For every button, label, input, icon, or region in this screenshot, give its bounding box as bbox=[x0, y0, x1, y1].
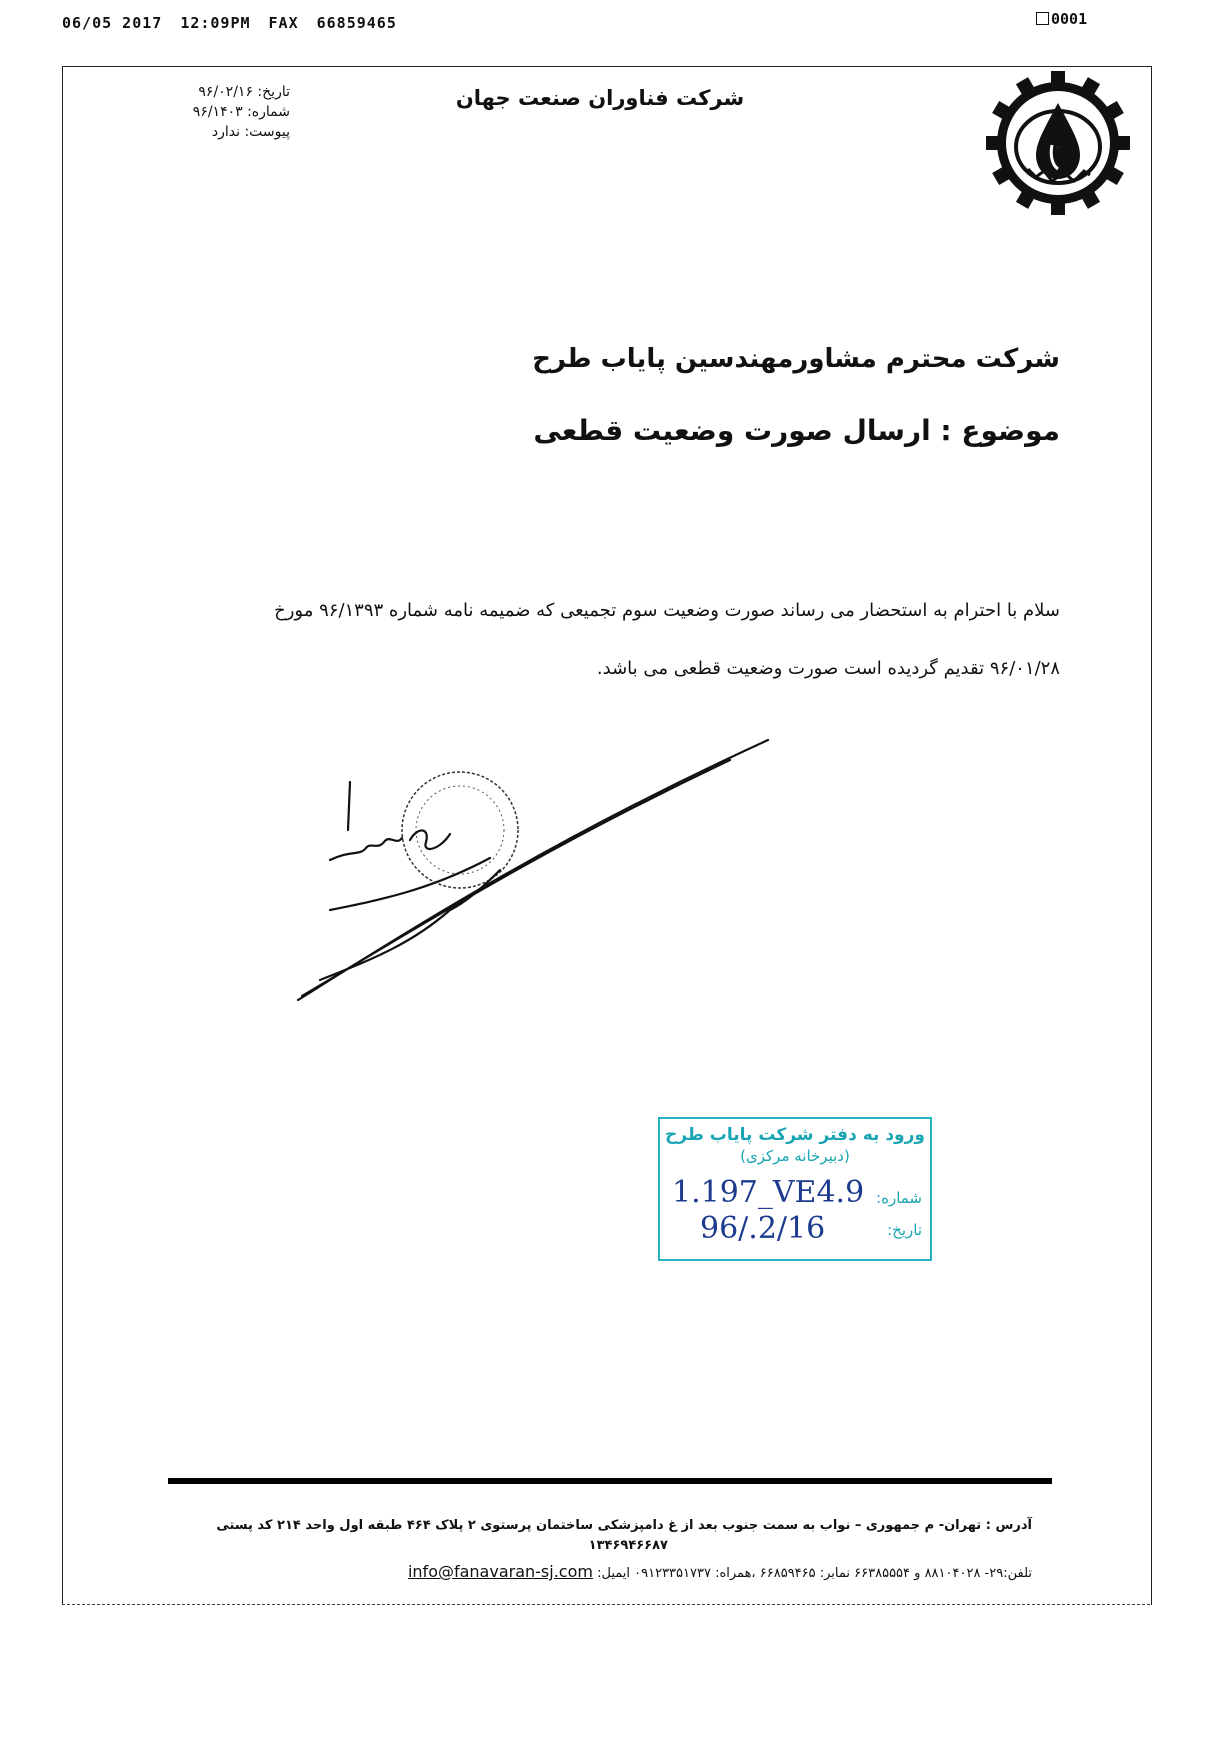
meta-attachment-label: پیوست: bbox=[244, 124, 290, 140]
checkbox-icon bbox=[1036, 12, 1049, 25]
frame-bottom-border bbox=[62, 1604, 1150, 1605]
reception-stamp bbox=[658, 1117, 932, 1261]
footer-address: آدرس : تهران- م جمهوری – نواب به سمت جنوب بعد از غ دامپزشکی ساختمان پرستوی ۲ پلاک ۴۶۴ طبقه اول واحد ۲۱۴ کد پستی bbox=[216, 1518, 1032, 1533]
stamp-date-label: تاریخ: bbox=[887, 1221, 922, 1239]
company-logo-icon bbox=[962, 68, 1144, 218]
fax-page-number: 0001 bbox=[1036, 10, 1087, 28]
meta-attachment-row bbox=[140, 122, 290, 142]
stamp-title: ورود به دفتر شرکت پایاب طرح bbox=[665, 1125, 925, 1145]
meta-number-label: شماره: bbox=[247, 104, 290, 120]
fax-date: 06/05 2017 bbox=[62, 14, 163, 32]
fax-number: 66859465 bbox=[316, 14, 397, 32]
letter-subject: موضوع : ارسال صورت وضعیت قطعی bbox=[533, 414, 1060, 447]
meta-date-row bbox=[140, 82, 290, 102]
signature-and-seal bbox=[290, 730, 790, 1010]
logo-text: FSJ bbox=[1057, 148, 1059, 149]
meta-date-value: ۹۶/۰۲/۱۶ bbox=[198, 84, 253, 100]
meta-number-value: ۹۶/۱۴۰۳ bbox=[192, 104, 243, 120]
footer-rule bbox=[168, 1478, 1052, 1484]
footer-contact-info: تلفن:۲۹- ۸۸۱۰۴۰۲۸ و ۶۶۳۸۵۵۵۴ نمابر: ۶۶۸۵۹۴۶۵ ،همراه: ۰۹۱۲۳۳۵۱۷۳۷ ایمیل: bbox=[597, 1566, 1032, 1581]
company-name: شرکت فناوران صنعت جهان bbox=[455, 86, 745, 110]
stamp-number-label: شماره: bbox=[876, 1189, 922, 1207]
footer-email-link[interactable]: info@fanavaran-sj.com bbox=[407, 1562, 593, 1581]
body-line-2: ۹۶/۰۱/۲۸ تقدیم گردیده است صورت وضعیت قطعی می باشد. bbox=[596, 658, 1060, 679]
letter-body bbox=[160, 582, 1060, 698]
letter-meta bbox=[140, 82, 290, 142]
stamp-subtitle: (دبیرخانه مرکزی) bbox=[740, 1147, 850, 1165]
footer-postal-code: ۱۳۴۶۹۴۶۶۸۷ bbox=[588, 1538, 668, 1553]
fax-label: FAX bbox=[268, 14, 299, 32]
stamp-number-value: 1.197_VE4.9 bbox=[672, 1175, 865, 1210]
meta-date-label: تاریخ: bbox=[257, 84, 290, 100]
body-line-1: سلام با احترام به استحضار می رساند صورت وضعیت سوم تجمیعی که ضمیمه نامه شماره ۹۶/۱۳۹۳ مورخ bbox=[274, 600, 1060, 621]
handwritten-signature-icon bbox=[298, 740, 768, 1000]
stamp-date-value: 96/.2/16 bbox=[700, 1211, 826, 1246]
meta-number-row bbox=[140, 102, 290, 122]
footer-contact bbox=[132, 1562, 1032, 1581]
fax-header bbox=[62, 14, 415, 32]
fax-time: 12:09PM bbox=[180, 14, 251, 32]
meta-attachment-value: ندارد bbox=[211, 124, 240, 140]
letter-recipient: شرکت محترم مشاورمهندسین پایاب طرح bbox=[532, 344, 1060, 374]
